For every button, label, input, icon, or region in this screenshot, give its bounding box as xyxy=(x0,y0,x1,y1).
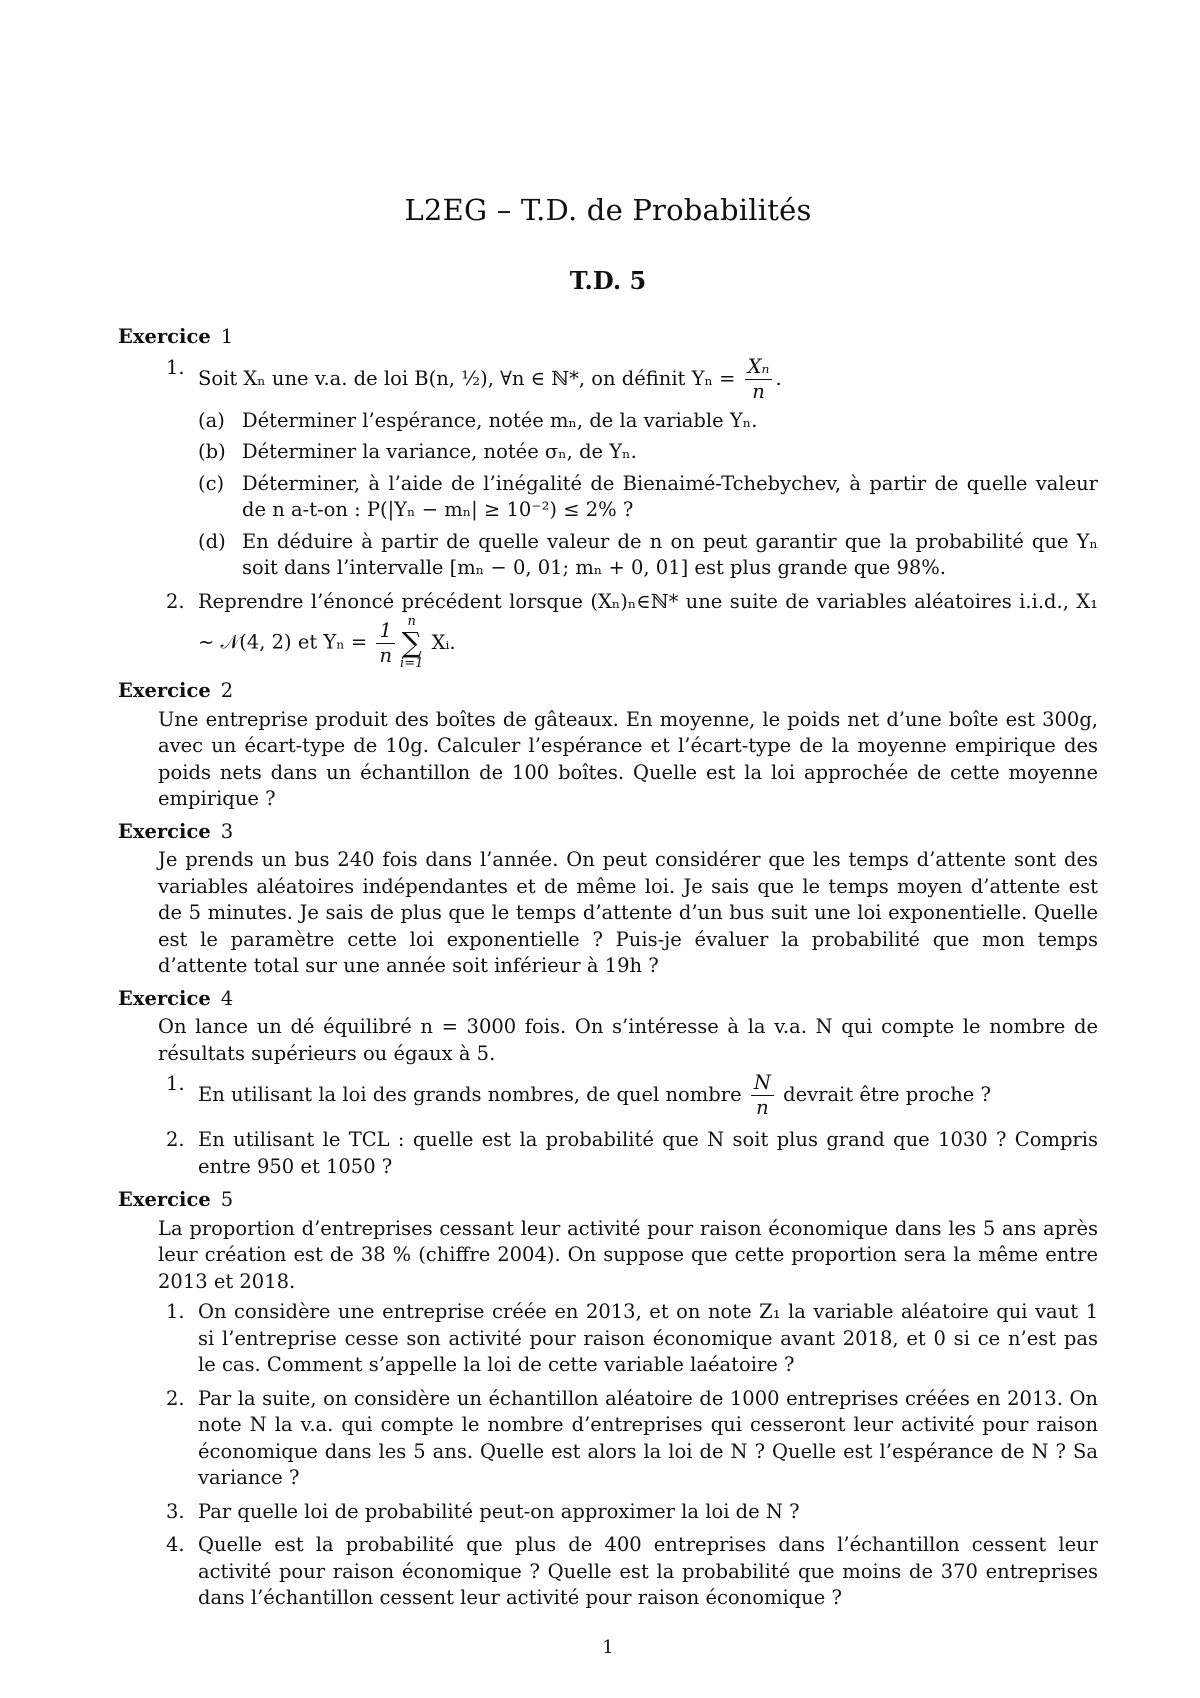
exercise-label: Exercice xyxy=(118,1188,211,1211)
item-marker: 2. xyxy=(166,1128,185,1151)
item-text-end: devrait être proche ? xyxy=(783,1083,992,1106)
fraction xyxy=(751,1071,774,1120)
item-text-end: Xᵢ. xyxy=(431,630,456,654)
item-marker: 1. xyxy=(166,1300,185,1323)
fraction-numerator: N xyxy=(751,1071,774,1096)
item-text-end: . xyxy=(775,366,782,390)
exercise-number: 2 xyxy=(220,679,234,702)
item-text: Par la suite, on considère un échantillon aléatoire de 1000 entreprises créées en 2013. On note N la v.a. qui compte le nombre d’entreprises qui cesseront leur activité pour raison économique dans les 5 ans. Quelle est alors la loi de N ? Quelle est l’espérance de N ? Sa variance ? xyxy=(198,1386,1098,1489)
page-title: L2EG – T.D. de Probabilités xyxy=(404,193,812,227)
fraction-numerator: Xₙ xyxy=(745,355,773,380)
sub-item-marker: (d) xyxy=(198,529,226,553)
exercise-5-text: La proportion d’entreprises cessant leur activité pour raison économique dans les 5 ans après leur création est de 38 % (chiffre 2004). On suppose que cette proportion sera la même entre 2013 et 2018. xyxy=(158,1216,1098,1293)
item-text: On considère une entreprise créée en 2013, et on note Z₁ la variable aléatoire qui vaut 1 si l’entreprise cesse son activité pour raison économique avant 2018, et 0 si ce n’est pas le cas. Comment s’appelle la loi de cette variable laéatoire ? xyxy=(198,1300,1098,1376)
sub-item xyxy=(198,439,1098,466)
list-item xyxy=(158,1127,1098,1180)
exercise-3-text: Je prends un bus 240 fois dans l’année. On peut considérer que les temps d’attente sont des variables aléatoires indépendantes et de même loi. Je sais que le temps moyen d’attente est de 5 minutes. Je sais de plus que le temps d’attente d’un bus suit une loi exponentielle. Quelle est le paramètre cette loi exponentielle ? Puis-je évaluer la probabilité que mon temps d’attente total sur une année soit inférieur à 19h ? xyxy=(158,848,1098,977)
fraction-denominator: n xyxy=(379,643,393,667)
exercise-1-sublist xyxy=(198,408,1098,582)
list-item xyxy=(158,1071,1098,1120)
item-text: En utilisant le TCL : quelle est la probabilité que N soit plus grand que 1030 ? Compris entre 950 et 1050 ? xyxy=(198,1128,1098,1178)
sum-upper-bound: n xyxy=(407,614,416,629)
exercise-4-text: On lance un dé équilibré n = 3000 fois. On s’intéresse à la v.a. N qui compte le nombre de résultats supérieurs ou égaux à 5. xyxy=(158,1015,1098,1065)
fraction-numerator: 1 xyxy=(376,619,395,644)
sub-item xyxy=(198,471,1098,524)
item-text: Quelle est la probabilité que plus de 400 entreprises dans l’échantillon cessent leur activité pour raison économique ? Quelle est la probabilité que moins de 370 entreprises dans l’échantillon cessent leur activité pour raison économique ? xyxy=(198,1533,1098,1609)
exercise-label: Exercice xyxy=(118,325,211,348)
sub-item xyxy=(198,408,1098,435)
sub-item-marker: (b) xyxy=(198,440,226,463)
exercise-1-list xyxy=(158,355,1098,672)
sub-item-marker: (a) xyxy=(198,408,225,432)
list-item xyxy=(158,1386,1098,1492)
list-item xyxy=(158,589,1098,672)
list-item xyxy=(158,1532,1098,1612)
list-item xyxy=(158,1499,1098,1526)
sub-item-marker: (c) xyxy=(198,471,225,495)
exercise-4-list xyxy=(158,1071,1098,1180)
sum-formula xyxy=(373,614,456,671)
exercise-label: Exercice xyxy=(118,986,211,1010)
item-marker: 2. xyxy=(166,589,185,613)
list-item xyxy=(158,1299,1098,1379)
exercise-1-heading xyxy=(118,324,1098,351)
exercise-2-text: Une entreprise produit des boîtes de gâteaux. En moyenne, le poids net d’une boîte est 300g, avec un écart-type de 10g. Calculer l’espérance et l’écart-type de la moyenne empirique des poids nets dans un échantillon de 100 boîtes. Quelle est la loi approchée de cette moyenne empirique ? xyxy=(158,707,1098,810)
exercise-5-list xyxy=(158,1299,1098,1612)
fraction xyxy=(745,355,773,404)
sub-item-text: Déterminer, à l’aide de l’inégalité de Bienaimé-Tchebychev, à partir de quelle valeur de n a-t-on : P(|Yₙ − mₙ| ≥ 10⁻²) ≤ 2% ? xyxy=(242,471,1098,521)
exercise-2-heading xyxy=(118,678,1098,705)
sum-lower-bound: i=1 xyxy=(400,656,424,671)
exercise-4-heading xyxy=(118,986,1098,1013)
item-marker: 1. xyxy=(166,355,185,379)
item-marker: 2. xyxy=(166,1386,185,1410)
sub-item-text: En déduire à partir de quelle valeur de n on peut garantir que la probabilité que Yₙ soit dans l’intervalle [mₙ − 0, 01; mₙ + 0, 01] est plus grande que 98%. xyxy=(242,529,1098,579)
item-marker: 4. xyxy=(166,1533,185,1556)
exercise-5-heading xyxy=(118,1187,1098,1214)
item-text: Reprendre l’énoncé précédent lorsque (Xₙ)ₙ∈ℕ* une suite de variables aléatoires i.i.d., X₁ ∼ 𝒩(4, 2) et Yₙ = xyxy=(198,589,1098,654)
sigma-symbol: ∑ xyxy=(401,626,422,659)
exercise-3-heading xyxy=(118,819,1098,846)
exercise-number: 5 xyxy=(220,1188,234,1211)
item-marker: 1. xyxy=(166,1072,185,1095)
summation xyxy=(400,615,423,671)
item-marker: 3. xyxy=(166,1499,185,1523)
sub-item-text: Déterminer l’espérance, notée mₙ, de la variable Yₙ. xyxy=(242,408,758,432)
fraction xyxy=(376,619,395,668)
exercises xyxy=(118,318,1098,1619)
item-text: En utilisant la loi des grands nombres, de quel nombre xyxy=(198,1083,742,1106)
fraction-denominator: n xyxy=(756,1096,769,1119)
item-text: Soit Xₙ une v.a. de loi B(n, ½), ∀n ∈ ℕ*, on définit Yₙ = xyxy=(198,366,736,390)
list-item xyxy=(158,355,1098,582)
page-subtitle: T.D. 5 xyxy=(569,266,647,295)
exercise-label: Exercice xyxy=(118,679,211,702)
exercise-number: 4 xyxy=(220,986,234,1010)
item-text: Par quelle loi de probabilité peut-on approximer la loi de N ? xyxy=(198,1499,800,1523)
page-number: 1 xyxy=(602,1637,614,1658)
exercise-label: Exercice xyxy=(118,819,211,843)
exercise-number: 1 xyxy=(220,325,234,348)
sub-item-text: Déterminer la variance, notée σₙ, de Yₙ. xyxy=(242,440,637,463)
fraction-denominator: n xyxy=(752,379,765,403)
sub-item xyxy=(198,529,1098,582)
exercise-number: 3 xyxy=(220,819,234,843)
